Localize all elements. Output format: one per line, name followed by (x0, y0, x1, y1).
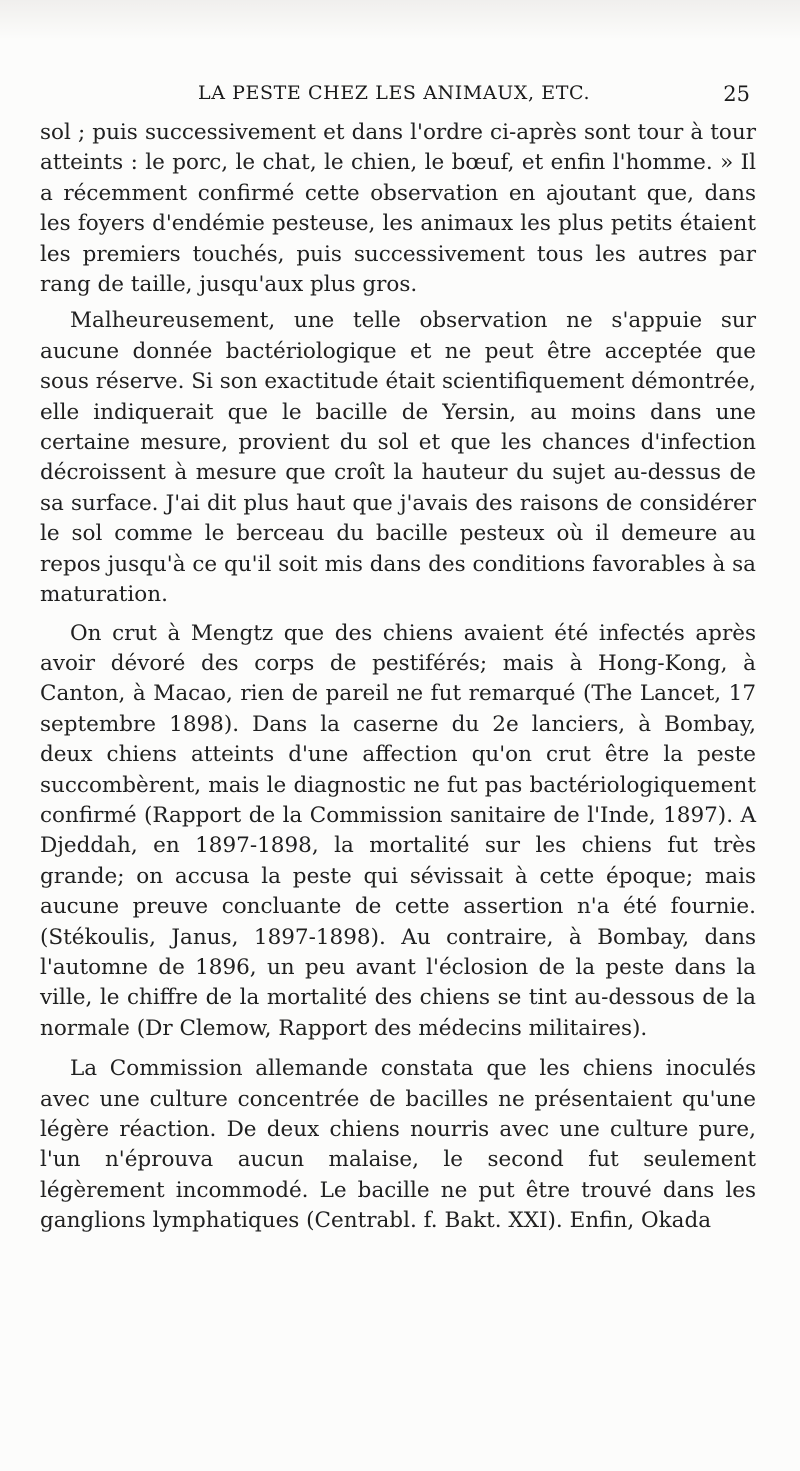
page-header (40, 82, 750, 112)
paragraph-commission-allemande: La Commission allemande constata que les chiens inoculés avec une culture concentrée de bacilles ne présentaient qu'une légère réaction. De deux chiens nourris avec une culture pure, l'un n'éprouva aucun malaise, le second fut seulement légèrement incommodé. Le bacille ne put être trouvé dans les ganglions lymphatiques (Centrabl. f. Bakt. XXI). Enfin, Okada (40, 1056, 756, 1234)
scan-shadow (0, 0, 800, 40)
body-text (40, 118, 756, 1243)
paragraph-continuation: sol ; puis successivement et dans l'ordre ci-après sont tour à tour atteints : le porc, le chat, le chien, le bœuf, et enfin l'homme. » Il a récemment confirmé cette observation en ajoutant que, dans les foyers d'endémie pesteuse, les animaux les plus petits étaient les premiers touchés, puis successivement tous les autres par rang de taille, jusqu'aux plus gros. (40, 120, 756, 298)
running-title: LA PESTE CHEZ LES ANIMAUX, ETC. (198, 82, 591, 104)
paragraph-mengtz: On crut à Mengtz que des chiens avaient été infectés après avoir dévoré des corps de pestiférés; mais à Hong-Kong, à Canton, à Macao, rien de pareil ne fut remarqué (The Lancet, 17 septembre 1898). Dans la caserne du 2e lanciers, à Bombay, deux chiens atteints d'une affection qu'on crut être la peste succombèrent, mais le diagnostic ne fut pas bactériologiquement confirmé (Rapport de la Commission sanitaire de l'Inde, 1897). A Djeddah, en 1897-1898, la mortalité sur les chiens fut très grande; on accusa la peste qui sévissait à cette époque; mais aucune preuve concluante de cette assertion n'a été fournie. (Stékoulis, Janus, 1897-1898). Au contraire, à Bombay, dans l'automne de 1896, un peu avant l'éclosion de la peste dans la ville, le chiffre de la mortalité des chiens se tint au-dessous de la normale (Dr Clemow, Rapport des médecins militaires). (40, 620, 756, 1041)
page-number: 25 (723, 82, 750, 106)
paragraph-malheureusement: Malheureusement, une telle observation ne s'appuie sur aucune donnée bactériologique et ne peut être acceptée que sous réserve. Si son exactitude était scientifiquement démontrée, elle indiquerait que le bacille de Yersin, au moins dans une certaine mesure, provient du sol et que les chances d'infection décroissent à mesure que croît la hauteur du sujet au-dessus de sa surface. J'ai dit plus haut que j'avais des raisons de considérer le sol comme le berceau du bacille pesteux où il demeure au repos jusqu'à ce qu'il soit mis dans des conditions favorables à sa maturation. (40, 308, 756, 608)
